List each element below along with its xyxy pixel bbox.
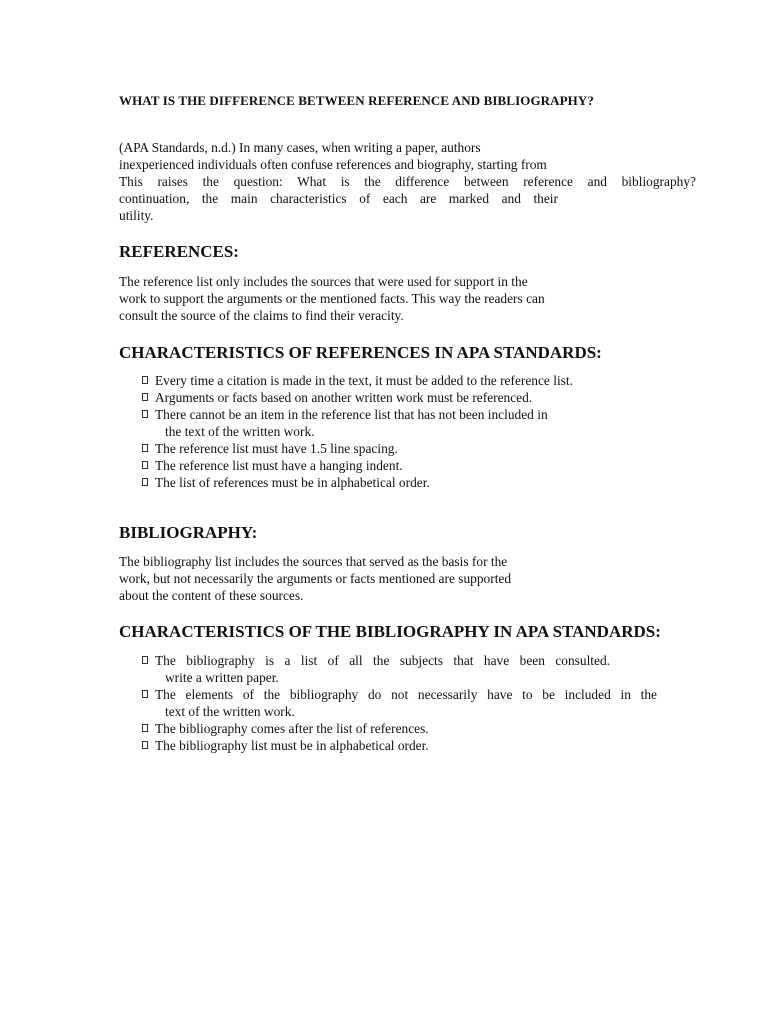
list-item [142, 720, 657, 737]
bibliography-characteristics-list [142, 652, 657, 754]
missing-glyph-box-icon [142, 690, 148, 698]
missing-glyph-box-icon [142, 376, 148, 384]
missing-glyph-box-icon [142, 410, 148, 418]
references-characteristics-list [142, 372, 573, 491]
missing-glyph-box-icon [142, 656, 148, 664]
list-item [142, 737, 657, 754]
intro-line: continuation, the main characteristics of each are marked and their [119, 191, 558, 206]
bibliography-line: The bibliography list includes the sources that served as the basis for the [119, 554, 508, 569]
missing-glyph-box-icon [142, 741, 148, 749]
list-item-text: Every time a citation is made in the text, it must be added to the reference list. [155, 373, 573, 388]
list-item-text: The list of references must be in alphabetical order. [155, 475, 430, 490]
list-item [142, 389, 573, 406]
intro-line: (APA Standards, n.d.) In many cases, when writing a paper, authors [119, 140, 481, 155]
bibliography-line: work, but not necessarily the arguments or facts mentioned are supported [119, 571, 512, 586]
references-heading: REFERENCES: [119, 242, 239, 261]
intro-paragraph [119, 139, 696, 224]
list-item-text: The reference list must have a hanging indent. [155, 458, 403, 473]
references-characteristics-heading: CHARACTERISTICS OF REFERENCES IN APA STANDARDS: [119, 343, 602, 362]
list-item-text: The elements of the bibliography do not necessarily have to be included in the [155, 687, 657, 702]
references-line: work to support the arguments or the mentioned facts. This way the readers can [119, 291, 545, 306]
bibliography-line: about the content of these sources. [119, 588, 304, 603]
list-item-text: There cannot be an item in the reference list that has not been included in [155, 407, 548, 422]
list-item-text: Arguments or facts based on another written work must be referenced. [155, 390, 533, 405]
list-item [142, 372, 573, 389]
intro-line: utility. [119, 208, 154, 223]
list-item-continuation: write a written paper. [165, 670, 279, 685]
intro-line: inexperienced individuals often confuse references and biography, starting from [119, 157, 547, 172]
references-paragraph [119, 273, 545, 324]
missing-glyph-box-icon [142, 393, 148, 401]
list-item-text: The bibliography is a list of all the subjects that have been consulted. [155, 653, 610, 668]
missing-glyph-box-icon [142, 461, 148, 469]
document-title: WHAT IS THE DIFFERENCE BETWEEN REFERENCE AND BIBLIOGRAPHY? [119, 93, 594, 108]
references-line: consult the source of the claims to find their veracity. [119, 308, 404, 323]
missing-glyph-box-icon [142, 478, 148, 486]
list-item-continuation: the text of the written work. [165, 424, 315, 439]
list-item [142, 457, 573, 474]
list-item [142, 440, 573, 457]
list-item [142, 406, 573, 440]
list-item [142, 474, 573, 491]
list-item-text: The bibliography list must be in alphabetical order. [155, 738, 429, 753]
missing-glyph-box-icon [142, 724, 148, 732]
list-item-text: The bibliography comes after the list of references. [155, 721, 429, 736]
list-item-text: The reference list must have 1.5 line spacing. [155, 441, 398, 456]
bibliography-characteristics-heading: CHARACTERISTICS OF THE BIBLIOGRAPHY IN APA STANDARDS: [119, 622, 661, 641]
list-item [142, 652, 657, 686]
bibliography-paragraph [119, 553, 511, 604]
intro-line: This raises the question: What is the difference between reference and bibliography? [119, 174, 696, 189]
list-item-continuation: text of the written work. [165, 704, 295, 719]
references-line: The reference list only includes the sources that were used for support in the [119, 274, 528, 289]
missing-glyph-box-icon [142, 444, 148, 452]
bibliography-heading: BIBLIOGRAPHY: [119, 523, 258, 542]
list-item [142, 686, 657, 720]
